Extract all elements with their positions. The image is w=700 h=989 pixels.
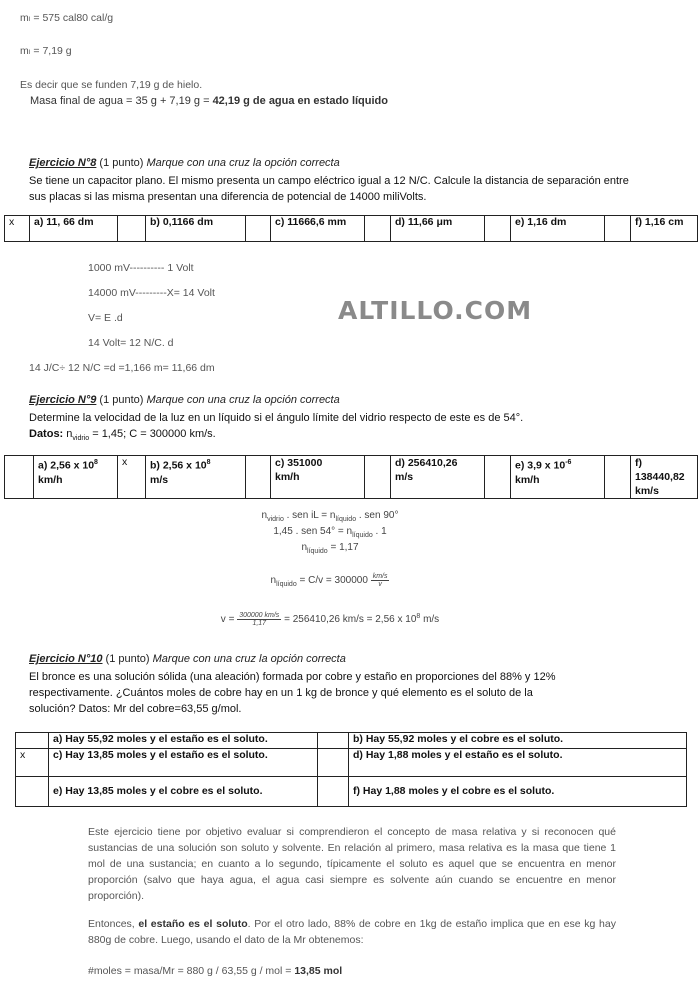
ex8-statement-1: Se tiene un capacitor plano. El mismo presenta un campo eléctrico igual a 12 N/C. Calcule la distancia de separación entre (29, 175, 629, 187)
ex9-option-c (271, 456, 365, 499)
ex10-points: (1 punto) (102, 653, 153, 665)
f1-sub-2: líquido (335, 516, 357, 523)
f1-sub-1: vidrio (267, 516, 284, 523)
ex9-option-b-exp: 8 (206, 459, 211, 466)
ex10-mark-row-3-right[interactable] (318, 777, 349, 807)
ex8-mark-c[interactable] (246, 216, 271, 242)
ex10-heading (29, 653, 346, 665)
ex10-option-b: b) Hay 55,92 moles y el cobre es el soluto. (349, 733, 687, 749)
ex10-explanation-2 (88, 916, 616, 948)
mf-line-2: mₗ = 7,19 g (20, 45, 72, 57)
f5-a: v = (220, 614, 238, 626)
ex9-formula-4 (200, 573, 460, 588)
ex8-option-b: b) 0,1166 dm (146, 216, 246, 242)
ex8-points: (1 punto) (96, 157, 147, 169)
ex9-option-a-value: a) 2,56 x 10 (38, 459, 95, 472)
ex9-option-e (511, 456, 605, 499)
f4-fraction (371, 573, 390, 588)
ex9-mark-b[interactable]: x (118, 456, 146, 499)
ex9-option-f (631, 456, 698, 499)
ex9-instruction: Marque con una cruz la opción correcta (146, 394, 340, 406)
ex8-mark-a[interactable]: x (5, 216, 30, 242)
ex10-option-c: c) Hay 13,85 moles y el estaño es el soluto. (49, 749, 318, 777)
ex9-option-f-unit: km/s (635, 485, 659, 497)
f2-sub: líquido (352, 532, 373, 539)
melt-text: Es decir que se funden 7,19 g de hielo. (20, 79, 203, 91)
ex10-option-a: a) Hay 55,92 moles y el estaño es el soluto. (49, 733, 318, 749)
f4-sub: líquido (276, 581, 297, 589)
f3-n: n (301, 542, 308, 553)
ex10-explanation-1: Este ejercicio tiene por objetivo evaluar si comprendieron el concepto de masa relativa y si reconocen qué sustancias de una solución son soluto y solvente. En relación al primero, masa relativa es la masa que tiene 1 mol de una sustancia; en cuanto a lo segundo, típicamente el soluto es aquel que se encuentra en menor proporción (salvo que haya agua, el agua casi siempre es solvente aún cuando se encuentre en menor proporción). (88, 826, 616, 902)
f5-fraction (237, 612, 281, 627)
ex10-p3-pre: #moles = masa/Mr = 880 g / 63,55 g / mol = (88, 965, 295, 977)
ex10-mark-row-1-right[interactable] (318, 733, 349, 749)
ex10-options-table (15, 732, 687, 807)
ex8-statement-2: sus placas si las misma presentan una diferencia de potencial de 14000 miliVolts. (29, 191, 427, 203)
f3-sub: líquido (307, 548, 328, 555)
ex8-work-1: 1000 mV---------- 1 Volt (88, 262, 194, 274)
final-mass-result: 42,19 g de agua en estado líquido (212, 95, 388, 107)
ex9-option-e-value: e) 3,9 x 10 (515, 459, 566, 472)
ex8-mark-b[interactable] (118, 216, 146, 242)
f2-b: . 1 (372, 526, 387, 537)
ex8-option-c: c) 11666,6 mm (271, 216, 365, 242)
ex10-explanation-3 (88, 963, 616, 979)
ex9-mark-d[interactable] (365, 456, 391, 499)
ex9-mark-e[interactable] (485, 456, 511, 499)
ex9-option-a-unit: km/h (38, 473, 63, 486)
watermark: ALTILLO.COM (338, 296, 533, 325)
ex8-work-4: 14 Volt= 12 N/C. d (88, 337, 174, 349)
ex9-options-table (4, 455, 698, 499)
f5-num: 300000 km/s (239, 612, 280, 619)
ex8-heading (29, 157, 340, 169)
final-mass-text: Masa final de agua = 35 g + 7,19 g = (30, 95, 213, 107)
ex8-mark-e[interactable] (485, 216, 511, 242)
ex10-p2-rest: . Por el otro lado, 88% de cobre en 1kg de estaño implica que en ese kg hay 880g de cobre. Luego, usando el dato de la Mr obtenemos: (88, 918, 616, 946)
ex10-statement-1: El bronce es una solución sólida (una aleación) formada por cobre y estaño en proporciones del 88% y 12% (29, 671, 556, 683)
ex10-mark-row-2-right[interactable] (318, 749, 349, 777)
ex10-statement-3: solución? Datos: Mr del cobre=63,55 g/mol. (29, 703, 242, 715)
ex9-formula-3 (200, 542, 460, 555)
f5-c: m/s (420, 614, 440, 626)
ex9-option-b-value: b) 2,56 x 10 (150, 459, 207, 472)
ex8-work-5: 14 J/C÷ 12 N/C =d =1,166 m= 11,66 dm (29, 362, 215, 374)
ex9-option-d (391, 456, 485, 499)
ex9-formula-2 (200, 526, 460, 539)
final-mass (30, 93, 388, 109)
ex9-mark-c[interactable] (246, 456, 271, 499)
f4-b: = C/v = 300000 (296, 575, 371, 587)
f5-den: 1,17 (252, 620, 267, 627)
ex8-option-d: d) 11,66 μm (391, 216, 485, 242)
ex10-mark-row-1[interactable] (16, 733, 49, 749)
ex9-option-c-unit: km/h (275, 471, 300, 483)
f1-a: . sen iL = n (283, 510, 336, 521)
ex8-instruction: Marque con una cruz la opción correcta (146, 157, 340, 169)
ex9-option-e-unit: km/h (515, 473, 540, 486)
ex9-points: (1 punto) (96, 394, 147, 406)
f4-num: km/s (372, 573, 388, 580)
ex9-option-b (146, 456, 246, 499)
mf-line-1: mₗ = 575 cal80 cal/g (20, 12, 114, 24)
ex10-p2-bold: el estaño es el soluto (138, 918, 248, 930)
ex9-data-sub: vidrio (72, 435, 90, 443)
ex9-option-d-unit: m/s (395, 471, 414, 483)
ex9-data-label: Datos: (29, 428, 64, 440)
ex8-work-2: 14000 mV---------X= 14 Volt (88, 287, 215, 299)
ex9-option-e-exp: -6 (565, 459, 572, 466)
ex10-mark-row-2[interactable]: x (16, 749, 49, 777)
ex9-formula-1 (200, 510, 460, 523)
ex9-statement: Determine la velocidad de la luz en un líquido si el ángulo límite del vidrio respecto de este es de 54°. (29, 412, 524, 424)
ex9-mark-f[interactable] (605, 456, 631, 499)
ex9-option-c-value: c) 351000 (275, 457, 323, 469)
ex10-number: Ejercicio N°10 (29, 653, 103, 665)
ex9-data-rest: = 1,45; C = 300000 km/s. (89, 428, 216, 440)
ex8-options-table (4, 215, 698, 242)
ex8-option-a: a) 11, 66 dm (30, 216, 118, 242)
ex10-instruction: Marque con una cruz la opción correcta (152, 653, 346, 665)
ex10-statement-2: respectivamente. ¿Cuántos moles de cobre hay en un 1 kg de bronce y qué elemento es el soluto de la (29, 687, 533, 699)
ex8-mark-d[interactable] (365, 216, 391, 242)
ex10-option-d: d) Hay 1,88 moles y el estaño es el soluto. (349, 749, 687, 777)
f5-exp: 8 (416, 612, 421, 620)
f4-n: n (270, 575, 277, 587)
ex9-data-n: n (63, 428, 73, 440)
ex8-mark-f[interactable] (605, 216, 631, 242)
ex10-p3-bold: 13,85 mol (294, 965, 343, 977)
f4-den: v (378, 581, 382, 588)
ex8-option-e: e) 1,16 dm (511, 216, 605, 242)
ex8-number: Ejercicio N°8 (29, 157, 97, 169)
ex8-option-f: f) 1,16 cm (631, 216, 698, 242)
ex9-data (29, 426, 216, 447)
ex10-option-f: f) Hay 1,88 moles y el cobre es el soluto. (349, 777, 687, 807)
ex10-mark-row-3[interactable] (16, 777, 49, 807)
ex8-work-3: V= E .d (88, 312, 123, 324)
ex9-heading (29, 394, 340, 406)
f1-n: n (261, 510, 268, 521)
f3-b: = 1,17 (327, 542, 359, 553)
ex9-option-b-unit: m/s (150, 473, 169, 486)
ex9-option-d-value: d) 256410,26 (395, 457, 458, 469)
f5-b: = 256410,26 km/s = 2,56 x 10 (281, 614, 417, 626)
ex9-option-f-value: f) 138440,82 (635, 457, 685, 483)
ex10-p2-pre: Entonces, (88, 918, 139, 930)
f1-b: . sen 90° (356, 510, 399, 521)
ex9-option-a-exp: 8 (94, 459, 98, 466)
f2-a: 1,45 . sen 54° = n (273, 526, 353, 537)
ex10-option-e: e) Hay 13,85 moles y el cobre es el soluto. (49, 777, 318, 807)
ex9-formula-5 (150, 612, 510, 627)
ex9-mark-a[interactable] (5, 456, 34, 499)
ex9-option-a (34, 456, 118, 499)
ex9-number: Ejercicio N°9 (29, 394, 97, 406)
